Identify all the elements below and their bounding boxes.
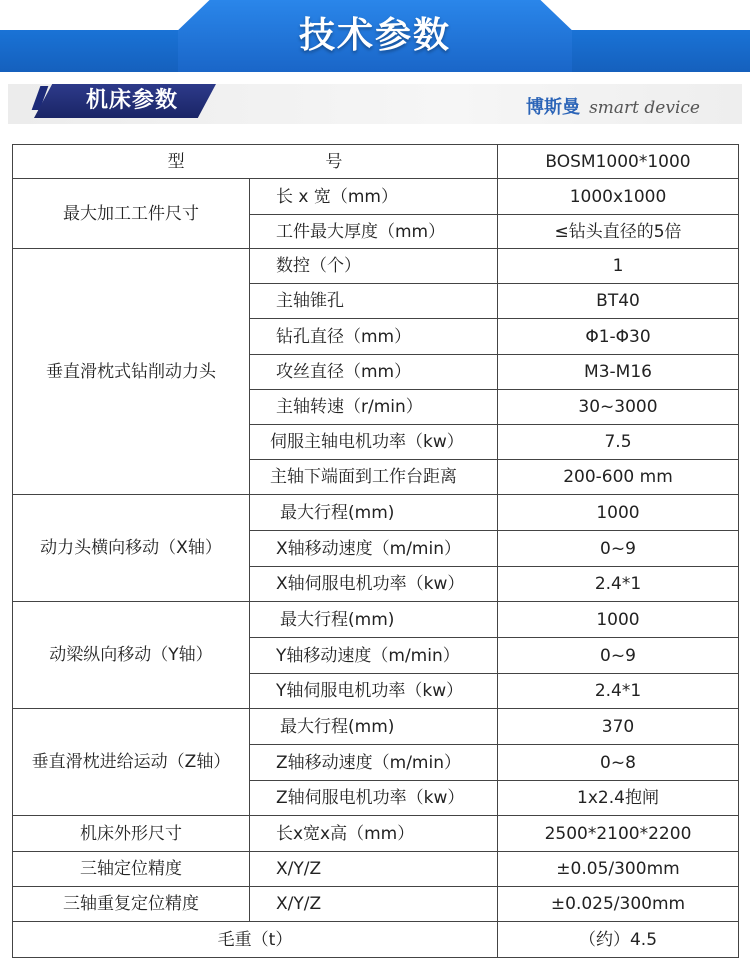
value-cell: 370 <box>498 709 739 745</box>
value-cell: 0~9 <box>498 531 739 567</box>
value-cell: 0~9 <box>498 638 739 674</box>
model-label-1: 型 <box>167 151 185 172</box>
param-cell: 攻丝直径（mm） <box>250 355 498 390</box>
table-row-weight <box>13 922 739 958</box>
value-cell: 30~3000 <box>498 390 739 425</box>
value-cell: ≤钻头直径的5倍 <box>498 215 739 249</box>
param-cell: Y轴移动速度（m/min） <box>250 638 498 674</box>
param-cell: 最大行程(mm) <box>250 495 498 531</box>
table-row <box>13 179 739 215</box>
param-cell: 伺服主轴电机功率（kw） <box>250 425 498 460</box>
param-cell: 工件最大厚度（mm） <box>250 215 498 249</box>
value-cell: 1000 <box>498 495 739 531</box>
table-row <box>13 249 739 284</box>
value-cell: ±0.025/300mm <box>498 887 739 922</box>
table-row-model <box>13 145 739 179</box>
value-cell: 7.5 <box>498 425 739 460</box>
model-label-cell <box>13 145 498 179</box>
param-cell: 主轴下端面到工作台距离 <box>250 460 498 495</box>
brand-name-cn: 博斯曼 <box>525 97 580 118</box>
value-cell: 2.4*1 <box>498 674 739 709</box>
model-label-2: 号 <box>325 151 343 172</box>
group-label-z-axis: 垂直滑枕进给运动（Z轴） <box>13 709 250 816</box>
value-cell: M3-M16 <box>498 355 739 390</box>
value-cell: Φ1-Φ30 <box>498 319 739 355</box>
value-cell: 2500*2100*2200 <box>498 816 739 852</box>
page-title: 技术参数 <box>298 15 451 56</box>
param-cell: Z轴移动速度（m/min） <box>250 745 498 781</box>
group-label-power-head: 垂直滑枕式钻削动力头 <box>13 249 250 495</box>
table-row <box>13 852 739 887</box>
table-row <box>13 887 739 922</box>
top-banner <box>0 0 750 78</box>
group-label-workpiece: 最大加工工件尺寸 <box>13 179 250 249</box>
param-cell: 主轴转速（r/min） <box>250 390 498 425</box>
value-cell: ±0.05/300mm <box>498 852 739 887</box>
value-cell: 1x2.4抱闸 <box>498 781 739 816</box>
param-cell: X/Y/Z <box>250 887 498 922</box>
spec-table <box>12 144 739 958</box>
param-cell: X轴移动速度（m/min） <box>250 531 498 567</box>
value-cell: 1000 <box>498 602 739 638</box>
param-cell: X轴伺服电机功率（kw） <box>250 567 498 602</box>
param-cell: 长x宽x高（mm） <box>250 816 498 852</box>
table-row <box>13 602 739 638</box>
weight-label: 毛重（t） <box>13 922 498 958</box>
param-cell: 钻孔直径（mm） <box>250 319 498 355</box>
param-cell: 最大行程(mm) <box>250 709 498 745</box>
param-cell: 长 x 宽（mm） <box>250 179 498 215</box>
param-cell: 最大行程(mm) <box>250 602 498 638</box>
value-cell: 200-600 mm <box>498 460 739 495</box>
value-cell: 0~8 <box>498 745 739 781</box>
table-row <box>13 816 739 852</box>
brand-name-en: smart device <box>589 98 700 118</box>
param-cell: Y轴伺服电机功率（kw） <box>250 674 498 709</box>
param-cell: 主轴锥孔 <box>250 284 498 319</box>
param-cell: 数控（个） <box>250 249 498 284</box>
row-label: 三轴重复定位精度 <box>13 887 250 922</box>
group-label-x-axis: 动力头横向移动（X轴） <box>13 495 250 602</box>
section-title: 机床参数 <box>86 88 179 113</box>
value-cell: BT40 <box>498 284 739 319</box>
row-label: 机床外形尺寸 <box>13 816 250 852</box>
param-cell: Z轴伺服电机功率（kw） <box>250 781 498 816</box>
param-cell: X/Y/Z <box>250 852 498 887</box>
model-value: BOSM1000*1000 <box>498 145 739 179</box>
value-cell: 1 <box>498 249 739 284</box>
table-row <box>13 495 739 531</box>
weight-value: （约）4.5 <box>498 922 739 958</box>
value-cell: 2.4*1 <box>498 567 739 602</box>
brand-logo <box>526 96 700 120</box>
row-label: 三轴定位精度 <box>13 852 250 887</box>
table-row <box>13 709 739 745</box>
group-label-y-axis: 动梁纵向移动（Y轴） <box>13 602 250 709</box>
value-cell: 1000x1000 <box>498 179 739 215</box>
